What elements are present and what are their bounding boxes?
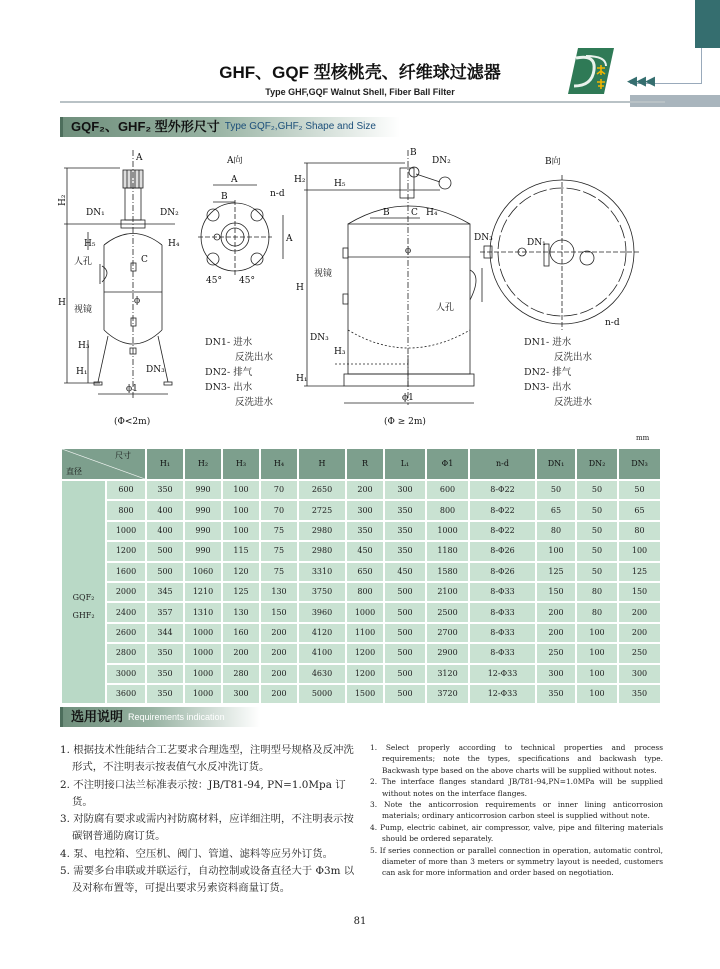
value-cell: 990 bbox=[184, 521, 222, 541]
diameter-cell: 800 bbox=[106, 500, 146, 520]
legend-dn3 bbox=[205, 380, 273, 395]
value-cell: 350 bbox=[618, 684, 661, 704]
note-item: 5. 需要多台串联或并联运行，自动控制或设备直径大于 Φ3m 以及对称布置等，可提出要求另索资料商量订货。 bbox=[60, 865, 355, 895]
value-cell: 115 bbox=[222, 541, 260, 561]
legend-text: 反洗进水 bbox=[235, 397, 274, 408]
value-cell: 200 bbox=[260, 684, 298, 704]
value-cell: 500 bbox=[384, 623, 426, 643]
value-cell: 350 bbox=[146, 480, 184, 500]
spec-table bbox=[60, 447, 662, 705]
label: H₃ bbox=[78, 341, 90, 351]
value-cell: 500 bbox=[384, 602, 426, 622]
value-cell: 50 bbox=[576, 521, 618, 541]
note-item: 3. 对防腐有要求或需内衬防腐材料，应详细注明，不注明表示按碳钢普通防腐订货。 bbox=[60, 813, 354, 843]
value-cell: 450 bbox=[384, 562, 426, 582]
label: DN₂ bbox=[432, 156, 451, 166]
divider bbox=[60, 101, 665, 103]
label: A bbox=[231, 175, 238, 185]
legend-small bbox=[205, 335, 273, 410]
value-cell: 1000 bbox=[426, 521, 469, 541]
table-row bbox=[61, 602, 661, 622]
legend-code: DN3- bbox=[524, 382, 550, 393]
caption: (Φ ≥ 2m) bbox=[384, 417, 426, 427]
label: H₁ bbox=[296, 374, 308, 384]
label: ϕ1 bbox=[126, 384, 138, 394]
value-cell: 990 bbox=[184, 500, 222, 520]
arrows-icon: ◀◀◀ bbox=[627, 74, 654, 89]
label: 视镜 bbox=[314, 269, 333, 279]
notes-english bbox=[370, 742, 663, 879]
value-cell: 200 bbox=[618, 623, 661, 643]
table-header-row bbox=[61, 448, 661, 480]
label: n-d bbox=[605, 318, 620, 328]
notes-chinese bbox=[60, 742, 360, 898]
label: H₃ bbox=[334, 347, 346, 357]
label: DN₃ bbox=[474, 233, 493, 243]
value-cell: 4630 bbox=[298, 664, 346, 684]
value-cell: 80 bbox=[536, 521, 576, 541]
value-cell: 100 bbox=[576, 684, 618, 704]
value-cell: 1000 bbox=[184, 684, 222, 704]
note-item: 2. The interface flanges standard JB/T81-94,PN=1.0MPa will be supplied without notes on the interface flanges. bbox=[370, 777, 663, 798]
value-cell: 100 bbox=[618, 541, 661, 561]
column-header: DN₁ bbox=[536, 448, 576, 480]
value-cell: 8-Φ22 bbox=[469, 521, 536, 541]
value-cell: 350 bbox=[146, 684, 184, 704]
label: 45° bbox=[239, 276, 255, 286]
note-item: 5. If series connection or parallel connection in operation, automatic control, diameter of more than 3 meters or symmetry layout is needed, customers can ask for more information and order based on negotiation. bbox=[370, 845, 663, 878]
table-row bbox=[61, 582, 661, 602]
value-cell: 990 bbox=[184, 480, 222, 500]
section-title-en: Requirements indication bbox=[128, 712, 225, 722]
value-cell: 1580 bbox=[426, 562, 469, 582]
legend-text: 反洗出水 bbox=[235, 352, 274, 363]
value-cell: 350 bbox=[536, 684, 576, 704]
value-cell: 300 bbox=[222, 684, 260, 704]
label: B bbox=[221, 192, 228, 202]
value-cell: 8-Φ26 bbox=[469, 562, 536, 582]
value-cell: 357 bbox=[146, 602, 184, 622]
corner-top-label: 尺寸 bbox=[115, 451, 131, 460]
table-row bbox=[61, 684, 661, 704]
label: 人孔 bbox=[74, 257, 93, 267]
label: ϕ bbox=[405, 246, 412, 256]
value-cell: 250 bbox=[536, 643, 576, 663]
value-cell: 100 bbox=[222, 500, 260, 520]
value-cell: 12-Φ33 bbox=[469, 664, 536, 684]
diameter-cell: 2800 bbox=[106, 643, 146, 663]
label: H₁ bbox=[76, 367, 88, 377]
legend-text: 反洗进水 bbox=[554, 397, 593, 408]
value-cell: 8-Φ33 bbox=[469, 582, 536, 602]
label: ϕ bbox=[134, 296, 141, 306]
value-cell: 300 bbox=[618, 664, 661, 684]
section-title-zh: 选用说明 bbox=[71, 709, 124, 724]
column-header: DN₂ bbox=[576, 448, 618, 480]
value-cell: 8-Φ33 bbox=[469, 602, 536, 622]
value-cell: 8-Φ22 bbox=[469, 500, 536, 520]
value-cell: 65 bbox=[536, 500, 576, 520]
note-item: 1. 根据技术性能结合工艺要求合理选型，注明型号规格及反冲洗形式，不注明表示按表值气水反冲洗订货。 bbox=[60, 744, 354, 774]
page-title: GHF、GQF 型核桃壳、纤维球过滤器 bbox=[219, 63, 501, 82]
value-cell: 400 bbox=[146, 521, 184, 541]
value-cell: 345 bbox=[146, 582, 184, 602]
diameter-cell: 3000 bbox=[106, 664, 146, 684]
value-cell: 150 bbox=[260, 602, 298, 622]
label: DN₁ bbox=[527, 238, 546, 248]
value-cell: 160 bbox=[222, 623, 260, 643]
table-row bbox=[61, 500, 661, 520]
page-subtitle: Type GHF,GQF Walnut Shell, Fiber Ball Filter bbox=[265, 87, 455, 97]
value-cell: 80 bbox=[618, 521, 661, 541]
value-cell: 80 bbox=[576, 582, 618, 602]
value-cell: 100 bbox=[222, 521, 260, 541]
legend-text: 排气 bbox=[552, 367, 572, 378]
model-label: GQF₂ bbox=[72, 593, 95, 603]
value-cell: 2100 bbox=[426, 582, 469, 602]
legend-code: DN1- bbox=[524, 337, 550, 348]
table-row bbox=[61, 643, 661, 663]
label: n-d bbox=[270, 189, 285, 199]
value-cell: 50 bbox=[576, 562, 618, 582]
label: DN₁ bbox=[86, 208, 105, 218]
diameter-cell: 2000 bbox=[106, 582, 146, 602]
value-cell: 1180 bbox=[426, 541, 469, 561]
value-cell: 50 bbox=[618, 480, 661, 500]
value-cell: 200 bbox=[260, 664, 298, 684]
value-cell: 800 bbox=[346, 582, 384, 602]
table-row bbox=[61, 664, 661, 684]
value-cell: 344 bbox=[146, 623, 184, 643]
value-cell: 125 bbox=[222, 582, 260, 602]
value-cell: 600 bbox=[426, 480, 469, 500]
value-cell: 130 bbox=[222, 602, 260, 622]
value-cell: 50 bbox=[576, 480, 618, 500]
value-cell: 350 bbox=[384, 500, 426, 520]
value-cell: 1310 bbox=[184, 602, 222, 622]
value-cell: 450 bbox=[346, 541, 384, 561]
note-item: 3. Note the anticorrosion requirements or inner lining anticorrosion materials; ordinary anticorrosion carbon steel is supplied without note. bbox=[370, 800, 663, 821]
legend-text: 出水 bbox=[552, 382, 572, 393]
small-vessel-drawing bbox=[64, 150, 175, 400]
label: H₄ bbox=[168, 239, 180, 249]
value-cell: 800 bbox=[426, 500, 469, 520]
view-b-drawing bbox=[480, 175, 640, 330]
table-row bbox=[61, 562, 661, 582]
value-cell: 200 bbox=[260, 643, 298, 663]
value-cell: 3960 bbox=[298, 602, 346, 622]
table-row bbox=[61, 541, 661, 561]
diameter-cell: 1000 bbox=[106, 521, 146, 541]
diameter-cell: 1600 bbox=[106, 562, 146, 582]
label: ϕ1 bbox=[402, 393, 414, 403]
diameter-cell: 600 bbox=[106, 480, 146, 500]
value-cell: 200 bbox=[536, 623, 576, 643]
value-cell: 3310 bbox=[298, 562, 346, 582]
value-cell: 65 bbox=[618, 500, 661, 520]
diameter-cell: 3600 bbox=[106, 684, 146, 704]
value-cell: 3750 bbox=[298, 582, 346, 602]
value-cell: 8-Φ33 bbox=[469, 643, 536, 663]
value-cell: 75 bbox=[260, 521, 298, 541]
note-item: 1. Select properly according to technical properties and process requirements; note the types, specifications and backwash type. Backwash type based on the above charts will be supplied without notes. bbox=[370, 743, 663, 775]
note-item: 2. 不注明接口法兰标准表示按：JB/T81-94, PN=1.0Mpa 订货。 bbox=[60, 778, 346, 808]
value-cell: 200 bbox=[618, 602, 661, 622]
label: H₂ bbox=[294, 175, 306, 185]
section-header-shape bbox=[60, 117, 400, 137]
value-cell: 500 bbox=[384, 643, 426, 663]
table-row bbox=[61, 521, 661, 541]
value-cell: 350 bbox=[146, 643, 184, 663]
dimension-drawings bbox=[0, 140, 720, 435]
label: H₂ bbox=[58, 194, 68, 206]
value-cell: 75 bbox=[260, 562, 298, 582]
column-header: H bbox=[298, 448, 346, 480]
value-cell: 125 bbox=[536, 562, 576, 582]
label: H₅ bbox=[334, 179, 346, 189]
model-label: GHF₂ bbox=[72, 611, 95, 621]
value-cell: 300 bbox=[536, 664, 576, 684]
value-cell: 2980 bbox=[298, 521, 346, 541]
label: 45° bbox=[206, 276, 222, 286]
value-cell: 1210 bbox=[184, 582, 222, 602]
value-cell: 200 bbox=[260, 623, 298, 643]
value-cell: 500 bbox=[146, 562, 184, 582]
value-cell: 500 bbox=[384, 582, 426, 602]
label: C bbox=[411, 208, 418, 218]
legend-code: DN2- bbox=[524, 367, 550, 378]
value-cell: 350 bbox=[384, 541, 426, 561]
value-cell: 150 bbox=[536, 582, 576, 602]
value-cell: 120 bbox=[222, 562, 260, 582]
value-cell: 3120 bbox=[426, 664, 469, 684]
value-cell: 125 bbox=[618, 562, 661, 582]
legend-dn2 bbox=[205, 365, 273, 380]
value-cell: 2500 bbox=[426, 602, 469, 622]
label: H₄ bbox=[426, 208, 438, 218]
value-cell: 50 bbox=[536, 480, 576, 500]
note-item: 4. 泵、电控箱、空压机、阀门、管道、滤料等应另外订货。 bbox=[60, 847, 333, 860]
legend-large bbox=[524, 335, 592, 410]
table-row bbox=[61, 480, 661, 500]
value-cell: 2700 bbox=[426, 623, 469, 643]
value-cell: 1500 bbox=[346, 684, 384, 704]
section-header-requirements bbox=[60, 707, 260, 727]
value-cell: 300 bbox=[384, 480, 426, 500]
column-header: H₁ bbox=[146, 448, 184, 480]
value-cell: 50 bbox=[576, 541, 618, 561]
value-cell: 2725 bbox=[298, 500, 346, 520]
value-cell: 2650 bbox=[298, 480, 346, 500]
column-header: L₁ bbox=[384, 448, 426, 480]
label: H bbox=[58, 298, 66, 308]
value-cell: 100 bbox=[576, 664, 618, 684]
legend-code: DN3- bbox=[205, 382, 231, 393]
value-cell: 400 bbox=[146, 500, 184, 520]
value-cell: 12-Φ33 bbox=[469, 684, 536, 704]
column-header: DN₃ bbox=[618, 448, 661, 480]
value-cell: 200 bbox=[346, 480, 384, 500]
value-cell: 100 bbox=[576, 643, 618, 663]
legend-dn2 bbox=[524, 365, 592, 380]
value-cell: 500 bbox=[146, 541, 184, 561]
value-cell: 5000 bbox=[298, 684, 346, 704]
table-row bbox=[61, 623, 661, 643]
value-cell: 70 bbox=[260, 500, 298, 520]
value-cell: 1000 bbox=[184, 643, 222, 663]
label: B bbox=[410, 148, 417, 158]
value-cell: 2900 bbox=[426, 643, 469, 663]
label: C bbox=[141, 255, 148, 265]
diameter-cell: 2400 bbox=[106, 602, 146, 622]
view-title: A向 bbox=[227, 156, 243, 166]
value-cell: 75 bbox=[260, 541, 298, 561]
value-cell: 8-Φ33 bbox=[469, 623, 536, 643]
diameter-cell: 2600 bbox=[106, 623, 146, 643]
view-title: B向 bbox=[545, 157, 561, 167]
value-cell: 8-Φ26 bbox=[469, 541, 536, 561]
value-cell: 1100 bbox=[346, 623, 384, 643]
note-item: 4. Pump, electric cabinet, air compressor, valve, pipe and filtering materials should be ordered separately. bbox=[370, 822, 663, 844]
column-header: Φ1 bbox=[426, 448, 469, 480]
value-cell: 1000 bbox=[184, 664, 222, 684]
value-cell: 650 bbox=[346, 562, 384, 582]
value-cell: 1000 bbox=[184, 623, 222, 643]
value-cell: 1200 bbox=[346, 643, 384, 663]
value-cell: 100 bbox=[576, 623, 618, 643]
legend-dn1 bbox=[524, 335, 592, 350]
value-cell: 4120 bbox=[298, 623, 346, 643]
corner-bottom-label: 直径 bbox=[66, 467, 82, 476]
value-cell: 130 bbox=[260, 582, 298, 602]
caption: (Φ<2m) bbox=[114, 417, 151, 427]
model-group-cell bbox=[61, 480, 106, 704]
value-cell: 1000 bbox=[346, 602, 384, 622]
corner-tab bbox=[695, 0, 720, 48]
value-cell: 200 bbox=[536, 602, 576, 622]
label: DN₃ bbox=[146, 365, 165, 375]
value-cell: 500 bbox=[384, 664, 426, 684]
value-cell: 8-Φ22 bbox=[469, 480, 536, 500]
value-cell: 1060 bbox=[184, 562, 222, 582]
section-title-zh: GQF₂、GHF₂ 型外形尺寸 bbox=[71, 119, 220, 134]
legend-text: 反洗出水 bbox=[554, 352, 593, 363]
page-number: 81 bbox=[353, 916, 367, 927]
value-cell: 280 bbox=[222, 664, 260, 684]
label: 视镜 bbox=[74, 305, 93, 315]
legend-dn1 bbox=[205, 335, 273, 350]
value-cell: 2980 bbox=[298, 541, 346, 561]
legend-text: 进水 bbox=[233, 337, 253, 348]
label: B bbox=[383, 208, 390, 218]
value-cell: 100 bbox=[222, 480, 260, 500]
diameter-cell: 1200 bbox=[106, 541, 146, 561]
value-cell: 200 bbox=[222, 643, 260, 663]
value-cell: 350 bbox=[384, 521, 426, 541]
value-cell: 3720 bbox=[426, 684, 469, 704]
value-cell: 300 bbox=[346, 500, 384, 520]
value-cell: 350 bbox=[146, 664, 184, 684]
label: A bbox=[286, 234, 293, 244]
legend-code: DN1- bbox=[205, 337, 231, 348]
value-cell: 100 bbox=[536, 541, 576, 561]
column-header: R bbox=[346, 448, 384, 480]
section-title-en: Type GQF₂,GHF₂ Shape and Size bbox=[224, 121, 376, 132]
value-cell: 150 bbox=[618, 582, 661, 602]
label: H₅ bbox=[84, 239, 96, 249]
value-cell: 80 bbox=[576, 602, 618, 622]
column-header: H₂ bbox=[184, 448, 222, 480]
value-cell: 500 bbox=[384, 684, 426, 704]
value-cell: 990 bbox=[184, 541, 222, 561]
corner-cell bbox=[61, 448, 146, 480]
value-cell: 70 bbox=[260, 480, 298, 500]
legend-text: 出水 bbox=[233, 382, 253, 393]
legend-dn3 bbox=[524, 380, 592, 395]
value-cell: 4100 bbox=[298, 643, 346, 663]
column-header: H₃ bbox=[222, 448, 260, 480]
value-cell: 350 bbox=[346, 521, 384, 541]
legend-text: 进水 bbox=[552, 337, 572, 348]
column-header: H₄ bbox=[260, 448, 298, 480]
label: A bbox=[136, 153, 143, 163]
value-cell: 1200 bbox=[346, 664, 384, 684]
label: 人孔 bbox=[436, 303, 455, 313]
legend-code: DN2- bbox=[205, 367, 231, 378]
label: DN₂ bbox=[160, 208, 179, 218]
value-cell: 50 bbox=[576, 500, 618, 520]
legend-text: 排气 bbox=[233, 367, 253, 378]
unit-label: mm bbox=[636, 434, 650, 442]
column-header: n-d bbox=[469, 448, 536, 480]
label: DN₃ bbox=[310, 333, 329, 343]
value-cell: 250 bbox=[618, 643, 661, 663]
label: H bbox=[296, 283, 304, 293]
